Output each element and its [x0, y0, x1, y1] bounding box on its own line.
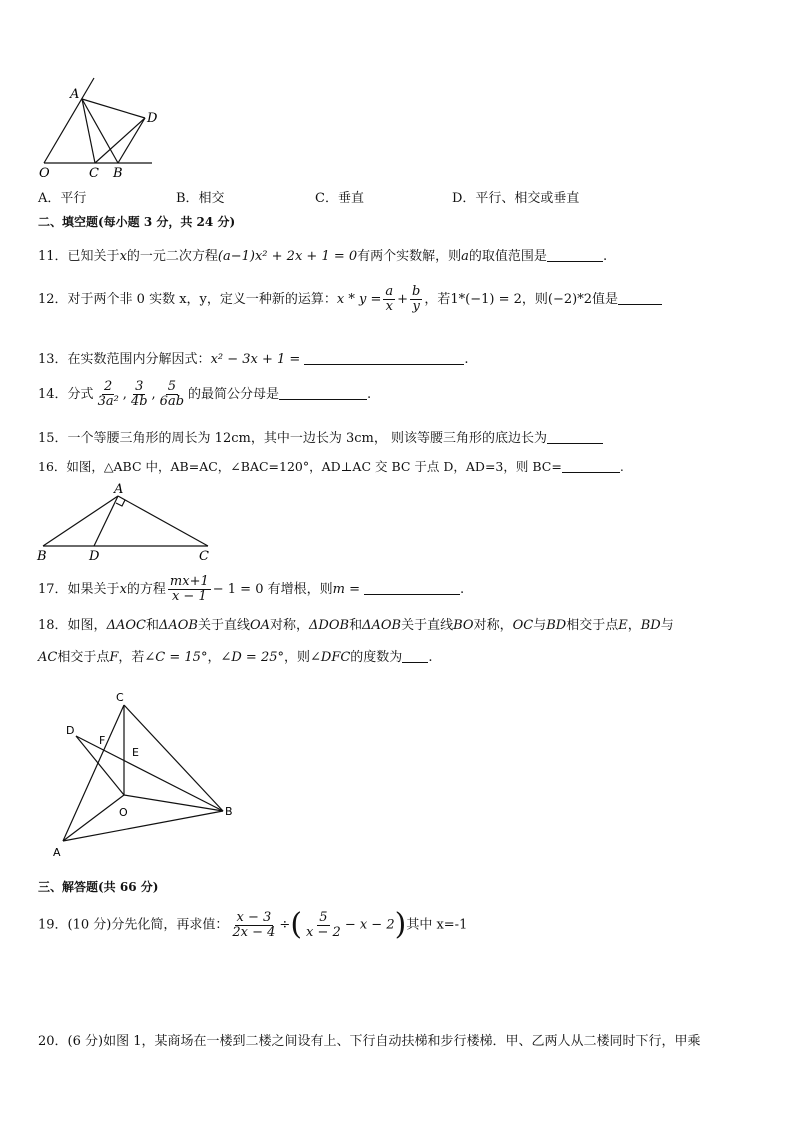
- q18-seg: 与: [533, 618, 547, 633]
- q18-seg: 如图，: [67, 618, 107, 633]
- label-F: F: [99, 734, 106, 747]
- question-16: [38, 457, 624, 475]
- q17-f-den: x − 1: [171, 589, 207, 604]
- question-18-line2: [38, 646, 432, 665]
- section-2-heading: 二、填空题(每小题 3 分，共 24 分): [38, 215, 236, 229]
- q12-text3: ，则: [521, 292, 548, 307]
- q20-score: (6 分): [67, 1034, 104, 1049]
- q18-seg: ΔDOB: [309, 618, 350, 633]
- q19-fraction-2: [304, 911, 343, 940]
- q16-text: 如图，△ABC 中，AB=AC，∠BAC=120°，AD⊥AC 交 BC 于点 D，AD=3，则 BC=: [66, 459, 562, 474]
- option-b: B．相交: [176, 191, 225, 206]
- q14-fraction-2: [129, 380, 150, 409]
- q15-text: 一个等腰三角形的周长为 12cm，其中一边长为 3cm， 则该等腰三角形的底边长为: [67, 431, 547, 446]
- q19-text1: 分先化简，再求值：: [111, 917, 229, 933]
- q14-text1: 分式: [67, 387, 94, 402]
- label-D: D: [147, 111, 158, 126]
- q12-text4: 值是: [592, 292, 619, 307]
- q14-text2: 的最简公分母是: [188, 387, 280, 402]
- label-C: C: [89, 166, 99, 180]
- q18-seg: 相交于点: [566, 618, 619, 633]
- q13-text1: 在实数范围内分解因式：: [67, 352, 211, 367]
- q17-text1: 如果关于: [67, 582, 120, 597]
- q11-text2: 的一元二次方程: [126, 249, 218, 264]
- label-C: C: [116, 691, 124, 704]
- q18-seg: ∠D = 25°: [220, 650, 284, 665]
- q19-f2-num: 5: [319, 909, 328, 925]
- label-E: E: [132, 746, 139, 759]
- q19-f2-den: x − 2: [306, 924, 341, 940]
- label-D: D: [89, 549, 100, 564]
- figure-q18: [48, 688, 248, 860]
- option-a: A．平行: [38, 191, 87, 206]
- q15-answer-blank[interactable]: [547, 431, 603, 444]
- q11-equation: (a−1)x² + 2x + 1 = 0: [217, 249, 358, 264]
- question-13: [38, 348, 468, 367]
- q17-var-m: m =: [332, 582, 360, 597]
- label-D: D: [66, 724, 75, 737]
- label-A: A: [53, 846, 61, 859]
- q18-seg: ΔAOB: [362, 618, 402, 633]
- label-A: A: [114, 482, 124, 497]
- q12-text1: 对于两个非 0 实数 x，y，定义一种新的运算：: [67, 292, 337, 307]
- question-11: [38, 245, 607, 264]
- q11-end: .: [602, 249, 608, 264]
- q17-answer-blank[interactable]: [364, 582, 460, 595]
- label-A: A: [70, 87, 80, 102]
- q17-text3: − 1 = 0 有增根，则: [212, 582, 333, 597]
- q17-var-x: x: [119, 582, 127, 597]
- q12-ask: (−2)*2: [547, 292, 592, 307]
- q18-seg: BD: [640, 618, 661, 633]
- figure-q16: [30, 478, 230, 568]
- q18-seg: ，则: [283, 650, 310, 665]
- q11-text1: 已知关于: [67, 249, 120, 264]
- q20-number: 20．: [38, 1034, 68, 1049]
- q11-number: 11．: [38, 249, 68, 264]
- option-d: D．平行、相交或垂直: [452, 191, 580, 206]
- q17-end: .: [459, 582, 465, 597]
- q14-end: .: [367, 387, 372, 402]
- q19-divide: ÷: [279, 917, 291, 933]
- q14-sep1: ,: [122, 387, 127, 402]
- q18-seg: OC: [512, 618, 534, 633]
- q14-f3-num: 5: [167, 379, 176, 394]
- label-C: C: [199, 549, 209, 564]
- q19-score: (10 分): [67, 917, 112, 933]
- q12-f1-num: a: [385, 284, 394, 299]
- q16-number: 16．: [38, 459, 67, 474]
- q14-answer-blank[interactable]: [279, 387, 367, 400]
- q19-fraction-1: [230, 911, 277, 940]
- q12-fraction-a-x: [383, 285, 395, 314]
- q14-f2-den: 4b: [130, 394, 148, 409]
- q14-f3-den: 6ab: [159, 394, 185, 409]
- q19-text2: 其中 x=-1: [406, 917, 468, 933]
- q19-number: 19．: [38, 917, 68, 933]
- q13-end: .: [464, 352, 469, 367]
- q18-seg: F: [109, 650, 119, 665]
- q18-number: 18．: [38, 618, 68, 633]
- q13-expression: x² − 3x + 1 =: [210, 352, 301, 367]
- q18-seg: 对称，: [270, 618, 310, 633]
- q12-f1-den: x: [385, 299, 393, 314]
- question-18-line1: [38, 614, 674, 633]
- q17-text2: 的方程: [126, 582, 166, 597]
- q14-f1-num: 2: [104, 379, 113, 394]
- q19-left-paren: (: [290, 907, 303, 942]
- q18-seg: E: [618, 618, 628, 633]
- q18-seg: 和: [349, 618, 363, 633]
- label-O: O: [119, 806, 128, 819]
- label-B: B: [113, 166, 123, 180]
- q18-answer-blank[interactable]: [402, 650, 428, 663]
- q13-number: 13．: [38, 352, 68, 367]
- q18-seg: ∠DFC: [310, 650, 351, 665]
- q18-seg: ΔAOC: [106, 618, 146, 633]
- q14-number: 14．: [38, 387, 68, 402]
- q20-text: 如图 1，某商场在一楼到二楼之间设有上、下行自动扶梯和步行楼梯．甲、乙两人从二楼同时下行，甲乘: [103, 1034, 701, 1049]
- q11-answer-blank[interactable]: [547, 249, 603, 262]
- q16-answer-blank[interactable]: [562, 460, 620, 473]
- q19-right-paren: ): [394, 907, 407, 942]
- q18-seg: BD: [546, 618, 567, 633]
- q12-condition: 1*(−1) = 2: [450, 292, 522, 307]
- label-B: B: [225, 805, 233, 818]
- q18-seg: ，若: [118, 650, 145, 665]
- q17-number: 17．: [38, 582, 68, 597]
- q11-text3: 有两个实数解，则: [357, 249, 462, 264]
- q17-fraction: [168, 575, 211, 604]
- q18-seg: 关于直线: [197, 618, 250, 633]
- q17-f-num: mx+1: [169, 574, 209, 589]
- q12-plus: +: [397, 292, 409, 307]
- q18-seg: 与: [660, 618, 674, 633]
- question-14: [38, 380, 371, 409]
- q18-seg: 对称，: [473, 618, 513, 633]
- q19-rest: − x − 2: [344, 917, 395, 933]
- q18-seg: ∠C = 15°: [144, 650, 208, 665]
- q18-seg: OA: [249, 618, 271, 633]
- question-17: [38, 575, 464, 604]
- section-3-heading: 三、解答题(共 66 分): [38, 880, 159, 894]
- label-B: B: [37, 549, 47, 564]
- q18-seg: 关于直线: [401, 618, 454, 633]
- q14-fraction-1: [96, 380, 121, 409]
- q11-var-a: a: [461, 249, 469, 264]
- q18-seg: ，: [207, 650, 221, 665]
- question-12: [38, 285, 662, 314]
- q12-answer-blank[interactable]: [618, 292, 662, 305]
- q18-seg: 相交于点: [57, 650, 110, 665]
- q12-text2: ，若: [424, 292, 451, 307]
- q11-var-x: x: [119, 249, 127, 264]
- q18-seg: 和: [145, 618, 159, 633]
- label-O: O: [39, 166, 50, 180]
- q18-seg: 的度数为: [350, 650, 403, 665]
- q18-seg: AC: [38, 650, 58, 665]
- q12-f2-num: b: [412, 284, 421, 299]
- question-15: [38, 427, 603, 446]
- question-20: [38, 1030, 701, 1049]
- q19-f1-num: x − 3: [236, 909, 272, 925]
- q12-f2-den: y: [412, 299, 420, 314]
- question-19: [38, 907, 468, 942]
- q14-sep2: ,: [151, 387, 156, 402]
- q18-seg: BO: [453, 618, 474, 633]
- q14-f2-num: 3: [135, 379, 144, 394]
- q12-number: 12．: [38, 292, 68, 307]
- figure-q10: [30, 70, 170, 180]
- q18-seg: ，: [627, 618, 641, 633]
- q13-answer-blank[interactable]: [304, 352, 464, 365]
- q16-end: .: [619, 459, 624, 474]
- q14-fraction-3: [158, 380, 186, 409]
- q18-end: .: [428, 650, 433, 665]
- option-c: C．垂直: [315, 191, 364, 206]
- q14-f1-den: 3a²: [97, 394, 119, 409]
- q11-text4: 的取值范围是: [468, 249, 547, 264]
- q19-f1-den: 2x − 4: [232, 924, 276, 940]
- q12-fraction-b-y: [410, 285, 422, 314]
- q15-number: 15．: [38, 431, 68, 446]
- q18-seg: ΔAOB: [158, 618, 198, 633]
- q12-def-left: x * y =: [336, 292, 382, 307]
